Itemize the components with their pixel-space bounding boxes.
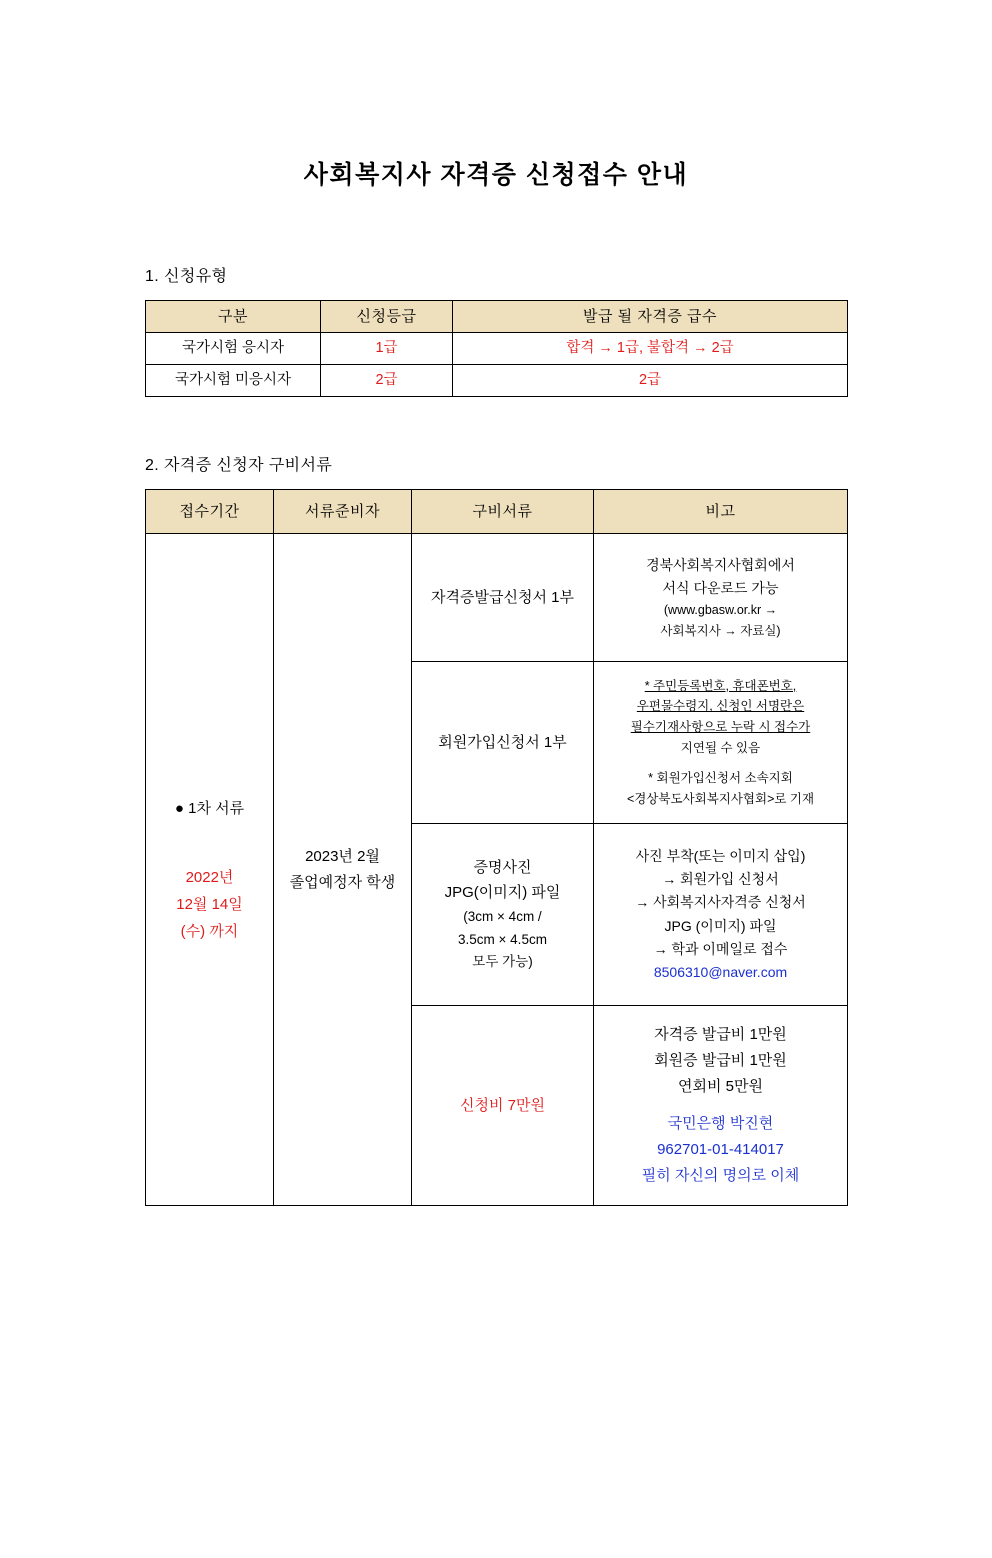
table2-header-documents: 구비서류: [412, 490, 594, 534]
fee-spacer: [597, 1101, 844, 1111]
doc-3-line-2: JPG(이미지) 파일: [444, 884, 561, 902]
note-cell-1: [594, 534, 848, 662]
table1-cell-category-2: 국가시험 미응시자: [146, 365, 321, 397]
bank-account-number: 962701-01-414017: [657, 1140, 784, 1158]
section-2-heading: 2. 자격증 신청자 구비서류: [145, 457, 333, 474]
note-2-g1-line-3: 필수기재사항으로 누락 시 접수가: [630, 719, 811, 734]
note-2-g1-line-4: 지연될 수 있음: [680, 740, 761, 755]
submission-period-cell: [146, 534, 274, 1206]
period-date-line-2: 12월 14일: [176, 895, 243, 913]
table1-header-issued: 발급 될 자격증 급수: [453, 301, 848, 333]
preparer-line-2: 졸업예정자 학생: [289, 873, 396, 891]
doc-3-small-3: 모두 가능): [472, 954, 533, 970]
document-name-cell-3: [412, 824, 594, 1006]
table-row: [146, 534, 848, 662]
table1-header-grade: 신청등급: [321, 301, 453, 333]
required-documents-table: [145, 489, 848, 1206]
application-type-table: [145, 300, 848, 397]
note-2-g1-line-1: * 주민등록번호, 휴대폰번호,: [644, 678, 797, 693]
note-2-g1-line-2: 우편물수령지, 신청인 서명란은: [636, 699, 805, 714]
document-name-cell-1: 자격증발급신청서 1부: [412, 534, 594, 662]
document-name-cell-4: [412, 1006, 594, 1206]
note-1-line-3: (www.gbasw.or.kr →: [663, 602, 778, 617]
period-date: [149, 864, 270, 945]
transfer-notice: 필히 자신의 명의로 이체: [641, 1167, 800, 1184]
note-cell-3: [594, 824, 848, 1006]
doc-3-small-2: 3.5cm × 4.5cm: [458, 931, 547, 947]
table-row: [146, 333, 848, 365]
note-cell-2: [594, 662, 848, 824]
note-3-line-3: → 사회복지사자격증 신청서: [635, 894, 806, 911]
note-cell-4: [594, 1006, 848, 1206]
table1-cell-category-1: 국가시험 응시자: [146, 333, 321, 365]
doc-3-small-1: (3cm × 4cm /: [463, 908, 542, 924]
doc-3-line-1: 증명사진: [473, 858, 532, 876]
fee-breakdown-line-2: 회원증 발급비 1만원: [654, 1052, 787, 1069]
note-2-spacer: [597, 758, 844, 768]
note-3-line-2: → 회원가입 신청서: [662, 871, 779, 888]
table1-cell-grade-1: 1급: [321, 333, 453, 365]
note-3-line-1: 사진 부착(또는 이미지 삽입): [635, 848, 806, 865]
fee-breakdown-line-1: 자격증 발급비 1만원: [654, 1025, 787, 1043]
contact-email[interactable]: 8506310@naver.com: [653, 963, 788, 980]
table1-cell-issued-1: 합격 → 1급, 불합격 → 2급: [453, 333, 848, 365]
table2-header-period: 접수기간: [146, 490, 274, 534]
note-2-g2-line-1: * 회원가입신청서 소속지회: [648, 771, 793, 786]
note-1-line-2: 서식 다운로드 가능: [662, 579, 779, 596]
page-title: 사회복지사 자격증 신청접수 안내: [303, 161, 689, 189]
document-page: [0, 155, 992, 1558]
preparer-cell: [274, 534, 412, 1206]
note-3-line-4: JPG (이미지) 파일: [664, 917, 777, 934]
period-date-line-1: 2022년: [185, 868, 234, 886]
table2-header-preparer: 서류준비자: [274, 490, 412, 534]
fee-label: 신청비: [460, 1096, 508, 1114]
note-3-line-5: → 학과 이메일로 접수: [653, 940, 788, 957]
table2-header-notes: 비고: [594, 490, 848, 534]
table-header-row: [146, 490, 848, 534]
bank-name-holder: 국민은행 박진현: [667, 1114, 774, 1132]
note-1-line-4: 사회복지사 → 자료실): [660, 623, 781, 638]
period-date-line-3: (수) 까지: [180, 922, 239, 940]
table1-cell-issued-2: 2급: [453, 365, 848, 397]
note-2-g2-line-2: <경상북도사회복지사협회>로 기재: [626, 791, 815, 806]
fee-breakdown-line-3: 연회비 5만원: [678, 1078, 763, 1096]
table1-cell-grade-2: 2급: [321, 365, 453, 397]
document-name-cell-2: 회원가입신청서 1부: [412, 662, 594, 824]
table1-header-category: 구분: [146, 301, 321, 333]
preparer-line-1: 2023년 2월: [305, 848, 380, 865]
period-bullet-label: ● 1차 서류: [174, 799, 245, 817]
table-header-row: [146, 301, 848, 333]
table-row: [146, 365, 848, 397]
section-1-heading: 1. 신청유형: [145, 268, 228, 285]
note-1-line-1: 경북사회복지사협회에서: [646, 556, 795, 573]
fee-amount: 7만원: [507, 1096, 545, 1114]
